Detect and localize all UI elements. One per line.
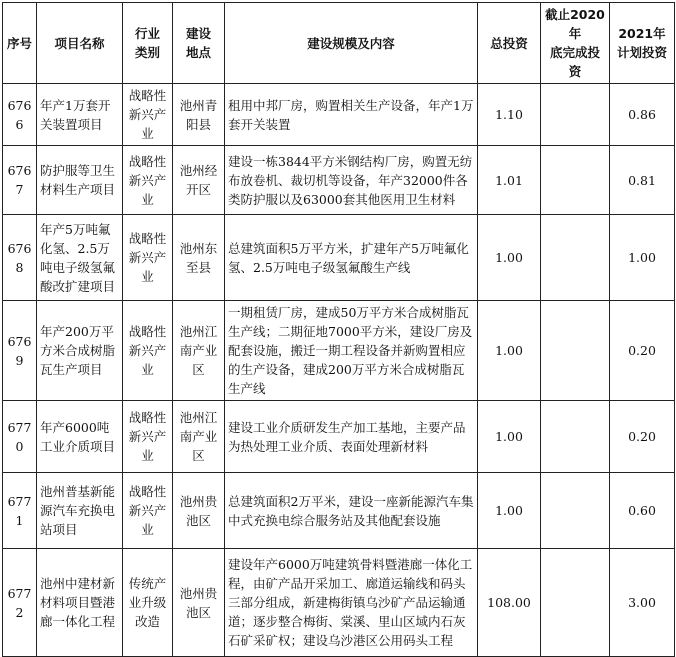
row-location: 池州青阳县 (173, 84, 225, 146)
table-row (3, 549, 675, 657)
row-location: 池州经开区 (173, 146, 225, 215)
row-location: 池州贵池区 (173, 549, 225, 657)
table-row (3, 146, 675, 215)
header-scope: 建设规模及内容 (225, 3, 478, 84)
row-seq: 6771 (3, 473, 37, 549)
row-completed-investment (541, 146, 610, 215)
row-total-investment: 1.01 (478, 146, 541, 215)
row-location: 池州江南产业区 (173, 301, 225, 401)
row-location: 池州东至县 (173, 215, 225, 301)
row-total-investment: 1.00 (478, 401, 541, 473)
row-project-name: 年产200万平方米合成树脂瓦生产项目 (37, 301, 123, 401)
row-completed-investment (541, 549, 610, 657)
header-completed: 截止2020年 底完成投资 (541, 3, 610, 84)
row-completed-investment (541, 84, 610, 146)
row-scope: 租用中邦厂房，购置相关生产设备，年产1万套开关装置 (225, 84, 478, 146)
row-project-name: 池州中建材新材料项目暨港廊一体化工程 (37, 549, 123, 657)
row-industry: 战略性新兴产业 (123, 301, 173, 401)
row-seq: 6769 (3, 301, 37, 401)
table-row (3, 84, 675, 146)
row-plan-2021: 0.86 (610, 84, 675, 146)
header-plan-2021: 2021年 计划投资 (610, 3, 675, 84)
table-row (3, 401, 675, 473)
row-completed-investment (541, 401, 610, 473)
row-project-name: 年产1万套开关装置项目 (37, 84, 123, 146)
row-plan-2021: 0.60 (610, 473, 675, 549)
header-row (3, 3, 675, 84)
header-seq: 序号 (3, 3, 37, 84)
row-total-investment: 1.10 (478, 84, 541, 146)
row-project-name: 池州普基新能源汽车充换电站项目 (37, 473, 123, 549)
row-industry: 战略性新兴产业 (123, 473, 173, 549)
row-seq: 6768 (3, 215, 37, 301)
row-plan-2021: 1.00 (610, 215, 675, 301)
row-total-investment: 1.00 (478, 215, 541, 301)
row-scope: 总建筑面积5万平方米，扩建年产5万吨氟化氢、2.5万吨电子级氢氟酸生产线 (225, 215, 478, 301)
row-industry: 战略性新兴产业 (123, 215, 173, 301)
row-location: 池州江南产业区 (173, 401, 225, 473)
row-project-name: 防护服等卫生材料生产项目 (37, 146, 123, 215)
row-total-investment: 1.00 (478, 473, 541, 549)
row-scope: 建设一栋3844平方米钢结构厂房，购置无纺布放卷机、裁切机等设备，年产32000件各类防护服以及63000套其他医用卫生材料 (225, 146, 478, 215)
row-industry: 战略性新兴产业 (123, 146, 173, 215)
row-location: 池州贵池区 (173, 473, 225, 549)
row-industry: 战略性新兴产业 (123, 84, 173, 146)
row-completed-investment (541, 215, 610, 301)
row-plan-2021: 0.81 (610, 146, 675, 215)
row-plan-2021: 3.00 (610, 549, 675, 657)
row-seq: 6772 (3, 549, 37, 657)
row-plan-2021: 0.20 (610, 301, 675, 401)
row-seq: 6770 (3, 401, 37, 473)
table-row (3, 473, 675, 549)
row-scope: 总建筑面积2万平米，建设一座新能源汽车集中式充换电综合服务站及其他配套设施 (225, 473, 478, 549)
row-completed-investment (541, 301, 610, 401)
row-scope: 建设年产6000万吨建筑骨料暨港廊一体化工程，由矿产品开采加工、廊道运输线和码头三部分组成，新建梅街镇乌沙矿产品运输通道；逐步整合梅街、棠溪、里山区域内石灰石矿采矿权；建设乌沙港区公用码头工程 (225, 549, 478, 657)
header-location: 建设 地点 (173, 3, 225, 84)
row-seq: 6767 (3, 146, 37, 215)
header-industry: 行业 类别 (123, 3, 173, 84)
row-total-investment: 1.00 (478, 301, 541, 401)
row-seq: 6766 (3, 84, 37, 146)
header-name: 项目名称 (37, 3, 123, 84)
header-total: 总投资 (478, 3, 541, 84)
row-plan-2021: 0.20 (610, 401, 675, 473)
investment-table (2, 2, 675, 657)
row-completed-investment (541, 473, 610, 549)
row-total-investment: 108.00 (478, 549, 541, 657)
table-row (3, 215, 675, 301)
row-industry: 战略性新兴产业 (123, 401, 173, 473)
row-project-name: 年产6000吨工业介质项目 (37, 401, 123, 473)
row-industry: 传统产业升级改造 (123, 549, 173, 657)
row-scope: 建设工业介质研发生产加工基地，主要产品为热处理工业介质、表面处理新材料 (225, 401, 478, 473)
table-row (3, 301, 675, 401)
row-scope: 一期租赁厂房，建成50万平方米合成树脂瓦生产线；二期征地7000平方米，建设厂房及配套设施，搬迁一期工程设备并新购置相应的生产设备，建成200万平方米合成树脂瓦生产线 (225, 301, 478, 401)
row-project-name: 年产5万吨氟化氢、2.5万吨电子级氢氟酸改扩建项目 (37, 215, 123, 301)
